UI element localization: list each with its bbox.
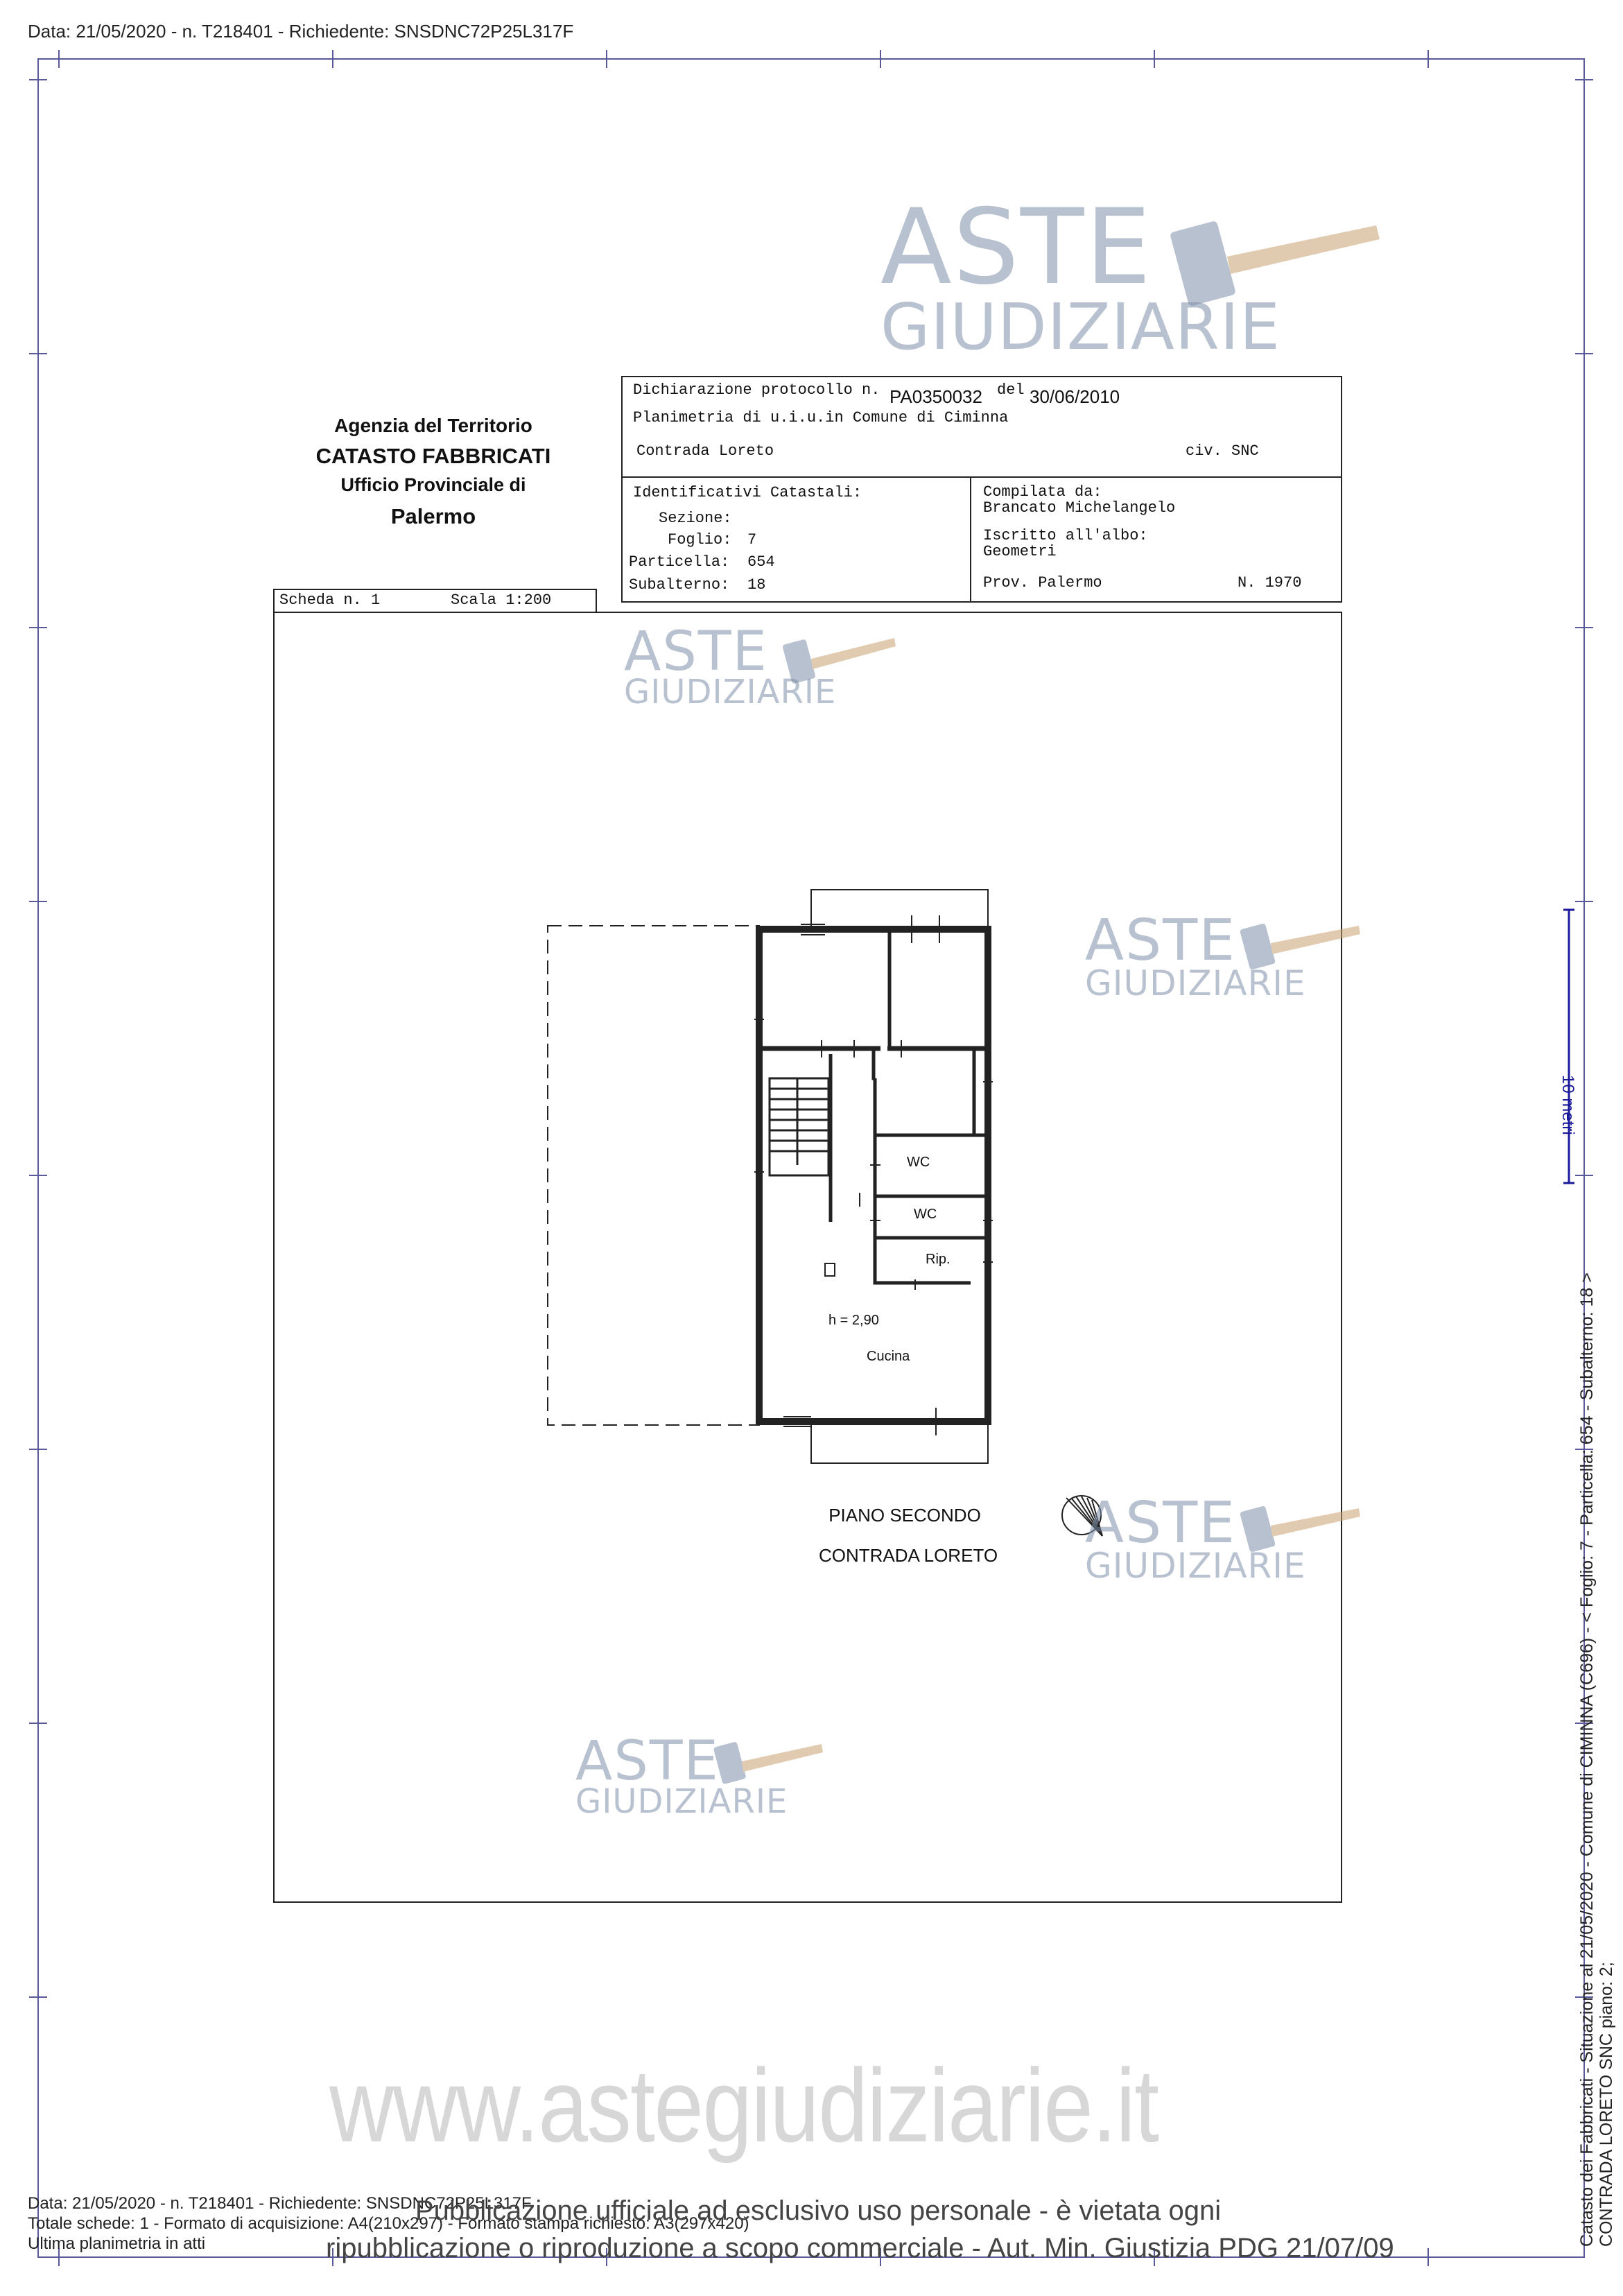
terrace-outline [548, 926, 759, 1425]
iscritto-label: Iscritto all'albo: [983, 527, 1148, 544]
particella-value: 654 [747, 553, 775, 571]
room-label-wc: WC [914, 1207, 937, 1222]
watermark-giudiziarie: GIUDIZIARIE [575, 1782, 788, 1822]
ceiling-height: h = 2,90 [828, 1313, 879, 1328]
drawing-frame [274, 612, 1342, 1902]
usage-notice-line1: Pubblicazione ufficiale ad esclusivo uso personale - è vietata ogni [415, 2195, 1222, 2226]
floor-plan [548, 890, 1102, 1536]
usage-notice-line2: ripubblicazione o riproduzione a scopo commerciale - Aut. Min. Giustizia PDG 21/07/09 [326, 2233, 1394, 2263]
planimetria-line: Planimetria di u.i.u.in Comune di Ciminna [633, 409, 1009, 426]
site-watermark: www.astegiudiziarie.it [329, 2047, 1158, 2164]
footer-last-plan: Ultima planimetria in atti [28, 2234, 206, 2253]
foglio-value: 7 [747, 531, 757, 549]
scheda-label: Scheda n. 1 [279, 592, 381, 609]
aste-watermark-large [880, 187, 1281, 364]
sezione-label: Sezione: [659, 510, 732, 527]
dich-value: PA0350032 [889, 386, 982, 407]
stair [770, 1078, 828, 1175]
side-situation-line: Catasto dei Fabbricati - Situazione al 21/05/2020 - Comune di CIMINNA (C696) - < Foglio: 7 - Particella: 654 - Subalterno: 18 > [1577, 1272, 1597, 2247]
watermark-giudiziarie: GIUDIZIARIE [1085, 963, 1306, 1003]
del-label: del [997, 381, 1025, 399]
foglio-label: Foglio: [668, 531, 732, 549]
numero-line: N. 1970 [1238, 574, 1302, 592]
chimney-flue [825, 1263, 835, 1276]
ufficio-city: Palermo [390, 504, 476, 528]
scale-bar-label: 10 metri [1559, 1075, 1577, 1135]
room-label-wc: WC [907, 1155, 930, 1170]
compilata-value: Brancato Michelangelo [983, 499, 1176, 517]
header-request-line: Data: 21/05/2020 - n. T218401 - Richiedente: SNSDNC72P25L317F [28, 21, 574, 42]
aste-watermark [1085, 908, 1306, 1003]
subalterno-value: 18 [747, 576, 766, 594]
subalterno-label: Subalterno: [629, 576, 730, 594]
particella-label: Particella: [629, 553, 730, 571]
footer-format-line: Totale schede: 1 - Formato di acquisizione: A4(210x297) - Formato stampa richiesto: A3(297x420) [28, 2214, 749, 2233]
watermark-aste: ASTE [624, 621, 768, 683]
del-value: 30/06/2010 [1030, 386, 1120, 407]
room-label-rip: Rip. [926, 1252, 951, 1267]
ident-label: Identificativi Catastali: [633, 484, 862, 501]
ufficio-label: Ufficio Provinciale di [340, 474, 526, 495]
watermark-aste: ASTE [575, 1730, 720, 1793]
watermark-aste: ASTE [1085, 908, 1237, 974]
agency-block [277, 415, 589, 529]
civ-line: civ. SNC [1186, 442, 1259, 460]
watermark-aste: ASTE [880, 187, 1153, 308]
watermark-giudiziarie: GIUDIZIARIE [880, 290, 1281, 364]
aste-watermark [575, 1730, 788, 1822]
aste-watermark [624, 621, 837, 712]
catasto-title: CATASTO FABBRICATI [315, 444, 551, 468]
location-label: CONTRADA LORETO [818, 1545, 998, 1566]
room-label-cucina: Cucina [867, 1349, 910, 1364]
floor-label: PIANO SECONDO [828, 1505, 981, 1526]
iscritto-value: Geometri [983, 543, 1057, 560]
scala-label: Scala 1:200 [451, 592, 552, 609]
prov-line: Prov. Palermo [983, 574, 1102, 592]
watermark-aste: ASTE [1085, 1490, 1237, 1556]
compilata-label: Compilata da: [983, 483, 1102, 501]
dich-label: Dichiarazione protocollo n. [633, 381, 880, 399]
watermark-giudiziarie: GIUDIZIARIE [624, 673, 837, 712]
address-line: Contrada Loreto [636, 442, 774, 460]
agency-name: Agenzia del Territorio [334, 415, 532, 436]
aste-watermark [1085, 1490, 1306, 1586]
scale-bar [1563, 910, 1574, 1183]
side-address-line: CONTRADA LORETO SNC piano: 2; [1597, 1962, 1616, 2247]
watermark-giudiziarie: GIUDIZIARIE [1085, 1545, 1306, 1586]
footer-request-line: Data: 21/05/2020 - n. T218401 - Richiedente: SNSDNC72P25L317F [28, 2194, 532, 2213]
